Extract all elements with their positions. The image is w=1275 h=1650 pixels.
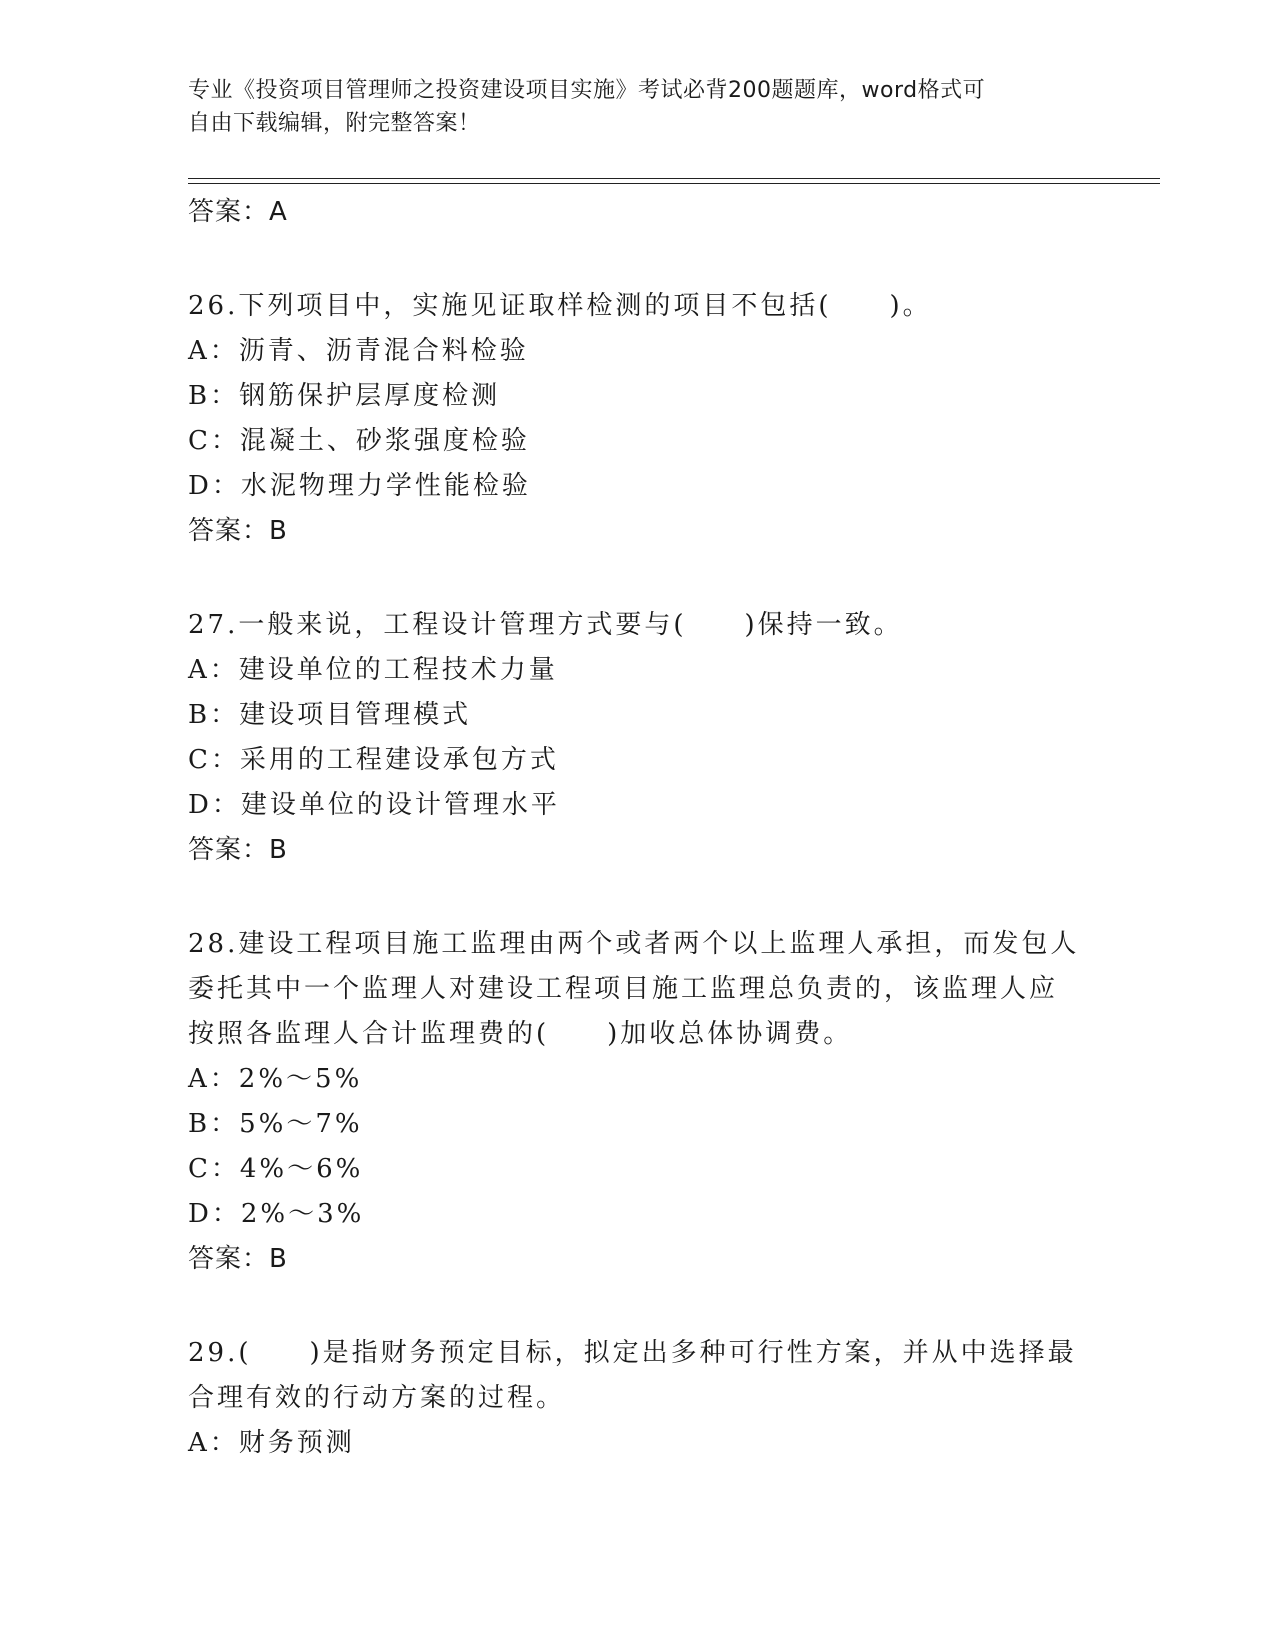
answer-line: 答案：B	[188, 1244, 288, 1274]
question-option: C：采用的工程建设承包方式	[188, 745, 559, 775]
header-divider-bottom	[188, 183, 1160, 184]
question-item	[188, 1331, 1088, 1466]
question-option: C：4%～6%	[188, 1154, 364, 1184]
question-option: B：5%～7%	[188, 1109, 363, 1139]
question-item	[188, 922, 1088, 1281]
question-item	[188, 284, 1088, 553]
question-option: B：建设项目管理模式	[188, 700, 472, 730]
question-stem-line: 合理有效的行动方案的过程。	[188, 1383, 566, 1413]
question-list	[188, 190, 1088, 1466]
question-stem-line: 委托其中一个监理人对建设工程项目施工监理总负责的，该监理人应	[188, 974, 1059, 1004]
question-option: D：水泥物理力学性能检验	[188, 471, 531, 501]
answer-line: 答案：B	[188, 516, 288, 546]
question-item	[188, 603, 1088, 872]
question-option: D：建设单位的设计管理水平	[188, 790, 560, 820]
question-stem-line: 29.( )是指财务预定目标，拟定出多种可行性方案，并从中选择最	[188, 1338, 1077, 1368]
question-option: B：钢筋保护层厚度检测	[188, 381, 501, 411]
header-title-line-1: 专业《投资项目管理师之投资建设项目实施》考试必背200题题库，word格式可	[188, 78, 986, 103]
answer-line: 答案：A	[188, 197, 288, 227]
question-option: A：2%～5%	[188, 1064, 363, 1094]
header-divider-top	[188, 178, 1160, 179]
question-stem-line: 按照各监理人合计监理费的( )加收总体协调费。	[188, 1019, 853, 1049]
question-stem-line: 27.一般来说，工程设计管理方式要与( )保持一致。	[188, 610, 903, 640]
question-stem-line: 26.下列项目中，实施见证取样检测的项目不包括( )。	[188, 291, 932, 321]
question-option: A：建设单位的工程技术力量	[188, 655, 558, 685]
answer-line: 答案：B	[188, 835, 288, 865]
document-header	[188, 74, 1068, 140]
question-option: A：财务预测	[188, 1428, 355, 1458]
question-option: C：混凝土、砂浆强度检验	[188, 426, 530, 456]
question-option: D：2%～3%	[188, 1199, 365, 1229]
question-option: A：沥青、沥青混合料检验	[188, 336, 529, 366]
header-title-line-2: 自由下载编辑，附完整答案！	[188, 111, 481, 136]
question-stem-line: 28.建设工程项目施工监理由两个或者两个以上监理人承担，而发包人	[188, 929, 1080, 959]
